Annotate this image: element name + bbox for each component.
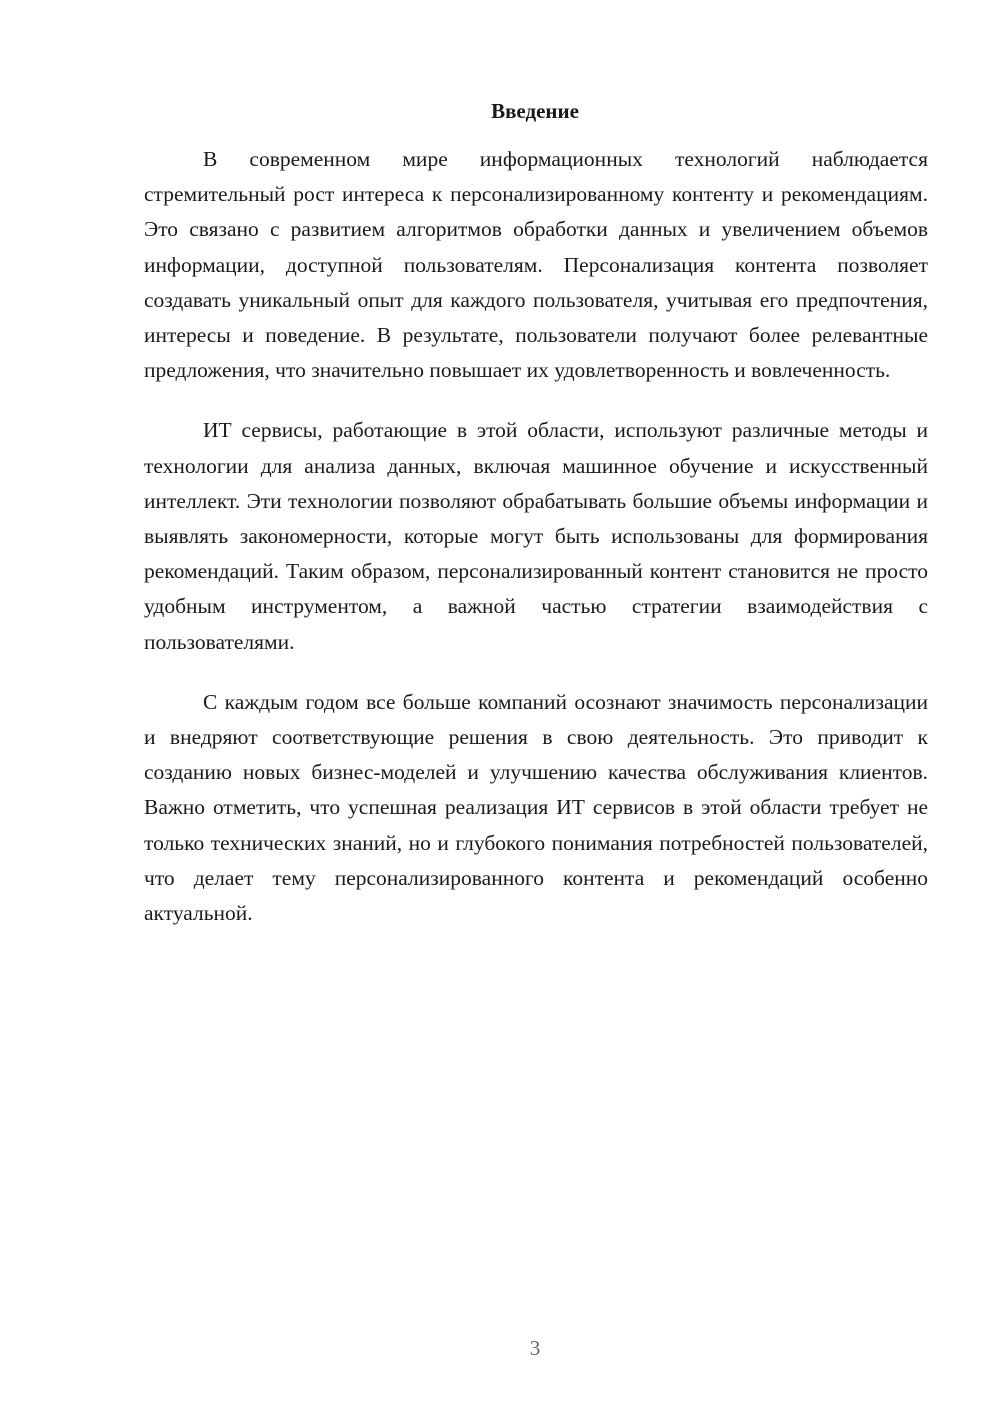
- section-title: Введение: [491, 99, 579, 123]
- paragraph-1: В современном мире информационных технологий наблюдается стремительный рост интереса к персонализированному контенту и рекомендациям. Это связано с развитием алгоритмов обработки данных и увеличением объемов информации, доступной пользователям. Персонализация контента позволяет создавать уникальный опыт для каждого пользователя, учитывая его предпочтения, интересы и поведение. В результате, пользователи получают более релевантные предложения, что значительно повышает их удовлетворенность и вовлеченность.: [144, 147, 928, 383]
- page-number: 3: [529, 1336, 541, 1360]
- body-text: [144, 142, 928, 956]
- paragraph-3: С каждым годом все больше компаний осознают значимость персонализации и внедряют соответствующие решения в свою деятельность. Это приводит к созданию новых бизнес-моделей и улучшению качества обслуживания клиентов. Важно отметить, что успешная реализация ИТ сервисов в этой области требует не только технических знаний, но и глубокого понимания потребностей пользователей, что делает тему персонализированного контента и рекомендаций особенно актуальной.: [144, 689, 928, 926]
- paragraph-2: ИТ сервисы, работающие в этой области, используют различные методы и технологии для анализа данных, включая машинное обучение и искусственный интеллект. Эти технологии позволяют обрабатывать большие объемы информации и выявлять закономерности, которые могут быть использованы для формирования рекомендаций. Таким образом, персонализированный контент становится не просто удобным инструментом, а важной частью стратегии взаимодействия с пользователями.: [144, 418, 928, 654]
